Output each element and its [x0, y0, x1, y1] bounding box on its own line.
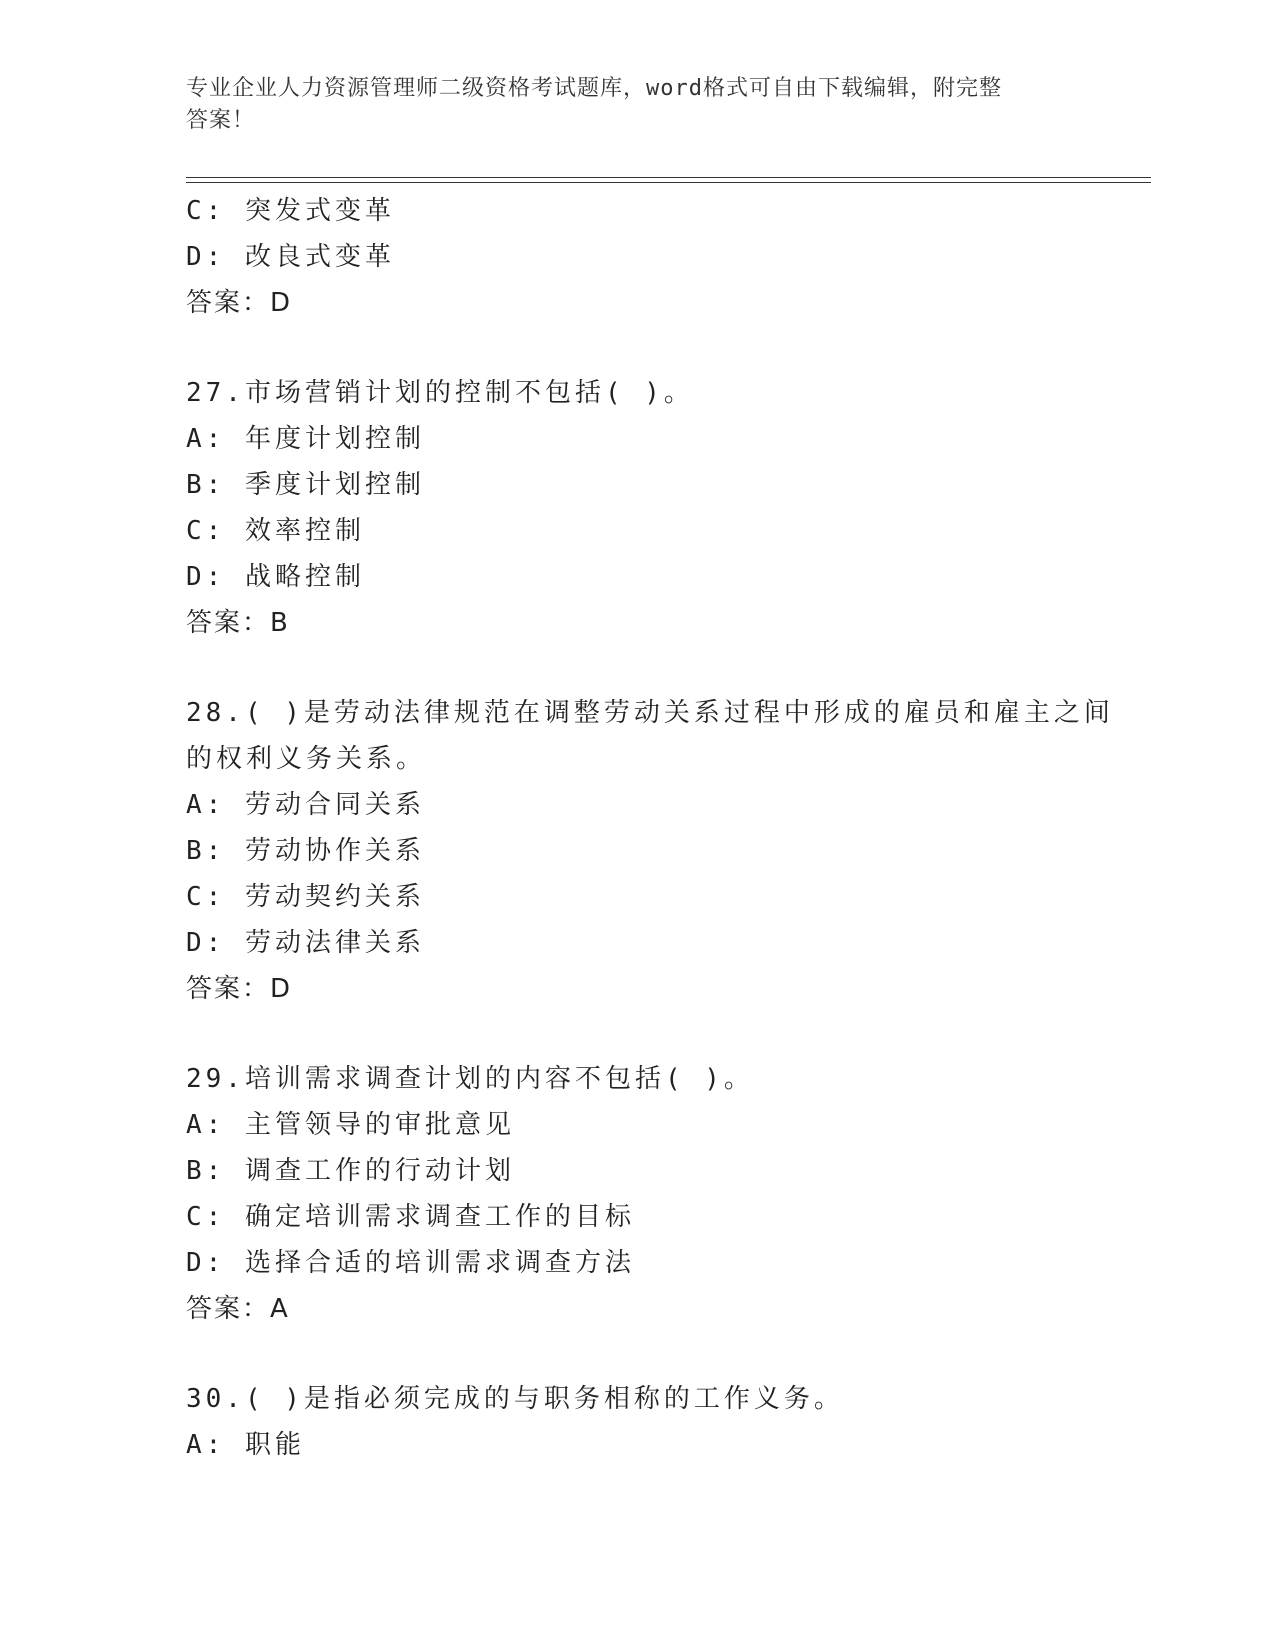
option-d: D: 选择合适的培训需求调查方法 — [186, 1248, 635, 1278]
question-29 — [186, 1056, 1086, 1332]
header-divider-bottom — [186, 182, 1151, 183]
answer: 答案：D — [186, 974, 293, 1004]
option-a: A: 职能 — [186, 1430, 305, 1460]
header-divider-top — [186, 177, 1151, 178]
answer: 答案：B — [186, 608, 290, 638]
question-30 — [186, 1376, 1086, 1468]
option-b: B: 调查工作的行动计划 — [186, 1156, 515, 1186]
question-28 — [186, 690, 1114, 1012]
option-b: B: 劳动协作关系 — [186, 836, 425, 866]
answer: 答案：D — [186, 288, 293, 318]
option-c: C: 确定培训需求调查工作的目标 — [186, 1202, 635, 1232]
option-c: C: 效率控制 — [186, 516, 365, 546]
header-line-2: 答案！ — [186, 108, 256, 133]
option-d: D: 劳动法律关系 — [186, 928, 425, 958]
question-stem-line-2: 的权利义务关系。 — [186, 744, 427, 774]
option-a: A: 主管领导的审批意见 — [186, 1110, 515, 1140]
option-c: C: 劳动契约关系 — [186, 882, 425, 912]
header-line-1: 专业企业人力资源管理师二级资格考试题库，word格式可自由下载编辑，附完整 — [186, 76, 1002, 101]
option-d: D: 改良式变革 — [186, 242, 395, 272]
option-d: D: 战略控制 — [186, 562, 365, 592]
question-stem: 27.市场营销计划的控制不包括( )。 — [186, 378, 694, 408]
option-a: A: 年度计划控制 — [186, 424, 425, 454]
question-stem-line-1: 28.( )是劳动法律规范在调整劳动关系过程中形成的雇员和雇主之间 — [186, 698, 1114, 728]
question-list — [186, 188, 1114, 1468]
option-b: B: 季度计划控制 — [186, 470, 425, 500]
option-c: C: 突发式变革 — [186, 196, 395, 226]
question-26 — [186, 188, 1086, 326]
question-stem: 30.( )是指必须完成的与职务相称的工作义务。 — [186, 1384, 844, 1414]
option-a: A: 劳动合同关系 — [186, 790, 425, 820]
answer: 答案：A — [186, 1294, 290, 1324]
document-header — [186, 73, 1066, 137]
question-27 — [186, 370, 1086, 646]
question-stem: 29.培训需求调查计划的内容不包括( )。 — [186, 1064, 754, 1094]
